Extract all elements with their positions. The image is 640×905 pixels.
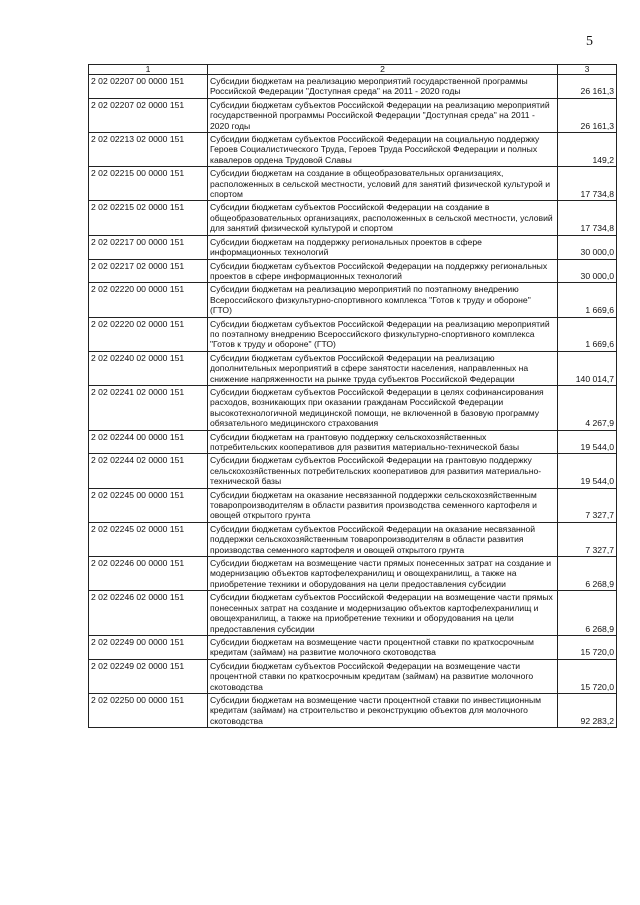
row-description: Субсидии бюджетам на оказание несвязанной поддержки сельскохозяйственным товаропроизводителям в области развития производства семенного картофеля и овощей открытого грунта xyxy=(208,488,558,522)
row-amount: 15 720,0 xyxy=(558,635,617,659)
row-amount: 149,2 xyxy=(558,133,617,167)
row-description: Субсидии бюджетам субъектов Российской Федерации в целях софинансирования расходов, возникающих при оказании гражданам Российской Федерации высокотехнологичной медицинской помощи, не включенной в базовую программу обязательного медицинского страхования xyxy=(208,385,558,430)
row-amount: 7 327,7 xyxy=(558,488,617,522)
row-amount: 17 734,8 xyxy=(558,201,617,235)
row-description: Субсидии бюджетам субъектов Российской Федерации на оказание несвязанной поддержки сельскохозяйственным товаропроизводителям в области развития производства семенного картофеля и овощей открытого грунта xyxy=(208,522,558,556)
row-description: Субсидии бюджетам на поддержку региональных проектов в сфере информационных технологий xyxy=(208,235,558,259)
table-row xyxy=(89,488,617,522)
row-amount: 19 544,0 xyxy=(558,430,617,454)
row-description: Субсидии бюджетам субъектов Российской Федерации на поддержку региональных проектов в сфере информационных технологий xyxy=(208,259,558,283)
row-amount: 30 000,0 xyxy=(558,235,617,259)
row-amount: 26 161,3 xyxy=(558,98,617,132)
row-code: 2 02 02250 00 0000 151 xyxy=(89,693,208,727)
row-description: Субсидии бюджетам на возмещение части процентной ставки по инвестиционным кредитам (займам) на строительство и реконструкцию объектов для молочного скотоводства xyxy=(208,693,558,727)
row-description: Субсидии бюджетам на реализацию мероприятий по поэтапному внедрению Всероссийского физкультурно-спортивного комплекса "Готов к труду и обороне" (ГТО) xyxy=(208,283,558,317)
row-code: 2 02 02244 02 0000 151 xyxy=(89,454,208,488)
row-code: 2 02 02220 00 0000 151 xyxy=(89,283,208,317)
table-row xyxy=(89,659,617,693)
row-amount: 19 544,0 xyxy=(558,454,617,488)
row-code: 2 02 02217 00 0000 151 xyxy=(89,235,208,259)
row-code: 2 02 02249 00 0000 151 xyxy=(89,635,208,659)
row-code: 2 02 02215 00 0000 151 xyxy=(89,167,208,201)
table-row xyxy=(89,98,617,132)
row-code: 2 02 02244 00 0000 151 xyxy=(89,430,208,454)
table-row xyxy=(89,75,617,99)
row-code: 2 02 02213 02 0000 151 xyxy=(89,133,208,167)
column-header-code: 1 xyxy=(89,65,208,75)
row-amount: 26 161,3 xyxy=(558,75,617,99)
table-row xyxy=(89,385,617,430)
row-amount: 1 669,6 xyxy=(558,317,617,351)
table-row xyxy=(89,591,617,636)
row-description: Субсидии бюджетам на реализацию мероприятий государственной программы Российской Федерации "Доступная среда" на 2011 - 2020 годы xyxy=(208,75,558,99)
row-amount: 4 267,9 xyxy=(558,385,617,430)
row-code: 2 02 02207 00 0000 151 xyxy=(89,75,208,99)
table-row xyxy=(89,693,617,727)
row-code: 2 02 02246 02 0000 151 xyxy=(89,591,208,636)
table-row xyxy=(89,283,617,317)
row-amount: 92 283,2 xyxy=(558,693,617,727)
row-amount: 30 000,0 xyxy=(558,259,617,283)
column-header-description: 2 xyxy=(208,65,558,75)
table-row xyxy=(89,557,617,591)
row-description: Субсидии бюджетам субъектов Российской Федерации на реализацию мероприятий по поэтапному внедрению Всероссийского физкультурно-спортивного комплекса "Готов к труду и обороне" (ГТО) xyxy=(208,317,558,351)
table-row xyxy=(89,133,617,167)
row-description: Субсидии бюджетам субъектов Российской Федерации на возмещение части прямых понесенных затрат на создание и модернизацию объектов картофелехранилищ и овощехранилищ, а также на приобретение техники и оборудования на цели предоставления субсидии xyxy=(208,591,558,636)
row-description: Субсидии бюджетам субъектов Российской Федерации на грантовую поддержку сельскохозяйственных потребительских кооперативов для развития материально-технической базы xyxy=(208,454,558,488)
row-description: Субсидии бюджетам на возмещение части прямых понесенных затрат на создание и модернизацию объектов картофелехранилищ и овощехранилищ, а также на приобретение техники и оборудования на цели предоставления субсидии xyxy=(208,557,558,591)
row-amount: 17 734,8 xyxy=(558,167,617,201)
row-amount: 6 268,9 xyxy=(558,557,617,591)
row-description: Субсидии бюджетам на создание в общеобразовательных организациях, расположенных в сельской местности, условий для занятий физической культурой и спортом xyxy=(208,167,558,201)
row-description: Субсидии бюджетам на возмещение части процентной ставки по краткосрочным кредитам (займам) на развитие молочного скотоводства xyxy=(208,635,558,659)
column-header-amount: 3 xyxy=(558,65,617,75)
page-number: 5 xyxy=(586,34,593,49)
row-amount: 1 669,6 xyxy=(558,283,617,317)
budget-table xyxy=(88,64,617,728)
row-code: 2 02 02207 02 0000 151 xyxy=(89,98,208,132)
table-row xyxy=(89,430,617,454)
table-row xyxy=(89,201,617,235)
table-row xyxy=(89,167,617,201)
table-row xyxy=(89,235,617,259)
row-code: 2 02 02215 02 0000 151 xyxy=(89,201,208,235)
row-description: Субсидии бюджетам субъектов Российской Федерации на социальную поддержку Героев Социалистического Труда, Героев Труда Российской Федерации и полных кавалеров ордена Трудовой Славы xyxy=(208,133,558,167)
row-code: 2 02 02241 02 0000 151 xyxy=(89,385,208,430)
row-code: 2 02 02246 00 0000 151 xyxy=(89,557,208,591)
table-header-row xyxy=(89,65,617,75)
row-description: Субсидии бюджетам субъектов Российской Федерации на создание в общеобразовательных организациях, расположенных в сельской местности, условий для занятий физической культурой и спортом xyxy=(208,201,558,235)
row-code: 2 02 02220 02 0000 151 xyxy=(89,317,208,351)
table-row xyxy=(89,635,617,659)
row-code: 2 02 02217 02 0000 151 xyxy=(89,259,208,283)
row-code: 2 02 02240 02 0000 151 xyxy=(89,351,208,385)
row-code: 2 02 02245 00 0000 151 xyxy=(89,488,208,522)
row-code: 2 02 02249 02 0000 151 xyxy=(89,659,208,693)
table-row xyxy=(89,317,617,351)
row-description: Субсидии бюджетам на грантовую поддержку сельскохозяйственных потребительских кооперативов для развития материально-технической базы xyxy=(208,430,558,454)
row-amount: 6 268,9 xyxy=(558,591,617,636)
row-code: 2 02 02245 02 0000 151 xyxy=(89,522,208,556)
table-row xyxy=(89,351,617,385)
row-description: Субсидии бюджетам субъектов Российской Федерации на возмещение части процентной ставки по краткосрочным кредитам (займам) на развитие молочного скотоводства xyxy=(208,659,558,693)
row-description: Субсидии бюджетам субъектов Российской Федерации на реализацию дополнительных мероприятий в сфере занятости населения, направленных на снижение напряженности на рынке труда субъектов Российской Федерации xyxy=(208,351,558,385)
row-amount: 15 720,0 xyxy=(558,659,617,693)
table-row xyxy=(89,259,617,283)
row-description: Субсидии бюджетам субъектов Российской Федерации на реализацию мероприятий государственной программы Российской Федерации "Доступная среда" на 2011 - 2020 годы xyxy=(208,98,558,132)
table-row xyxy=(89,522,617,556)
row-amount: 7 327,7 xyxy=(558,522,617,556)
table-row xyxy=(89,454,617,488)
row-amount: 140 014,7 xyxy=(558,351,617,385)
